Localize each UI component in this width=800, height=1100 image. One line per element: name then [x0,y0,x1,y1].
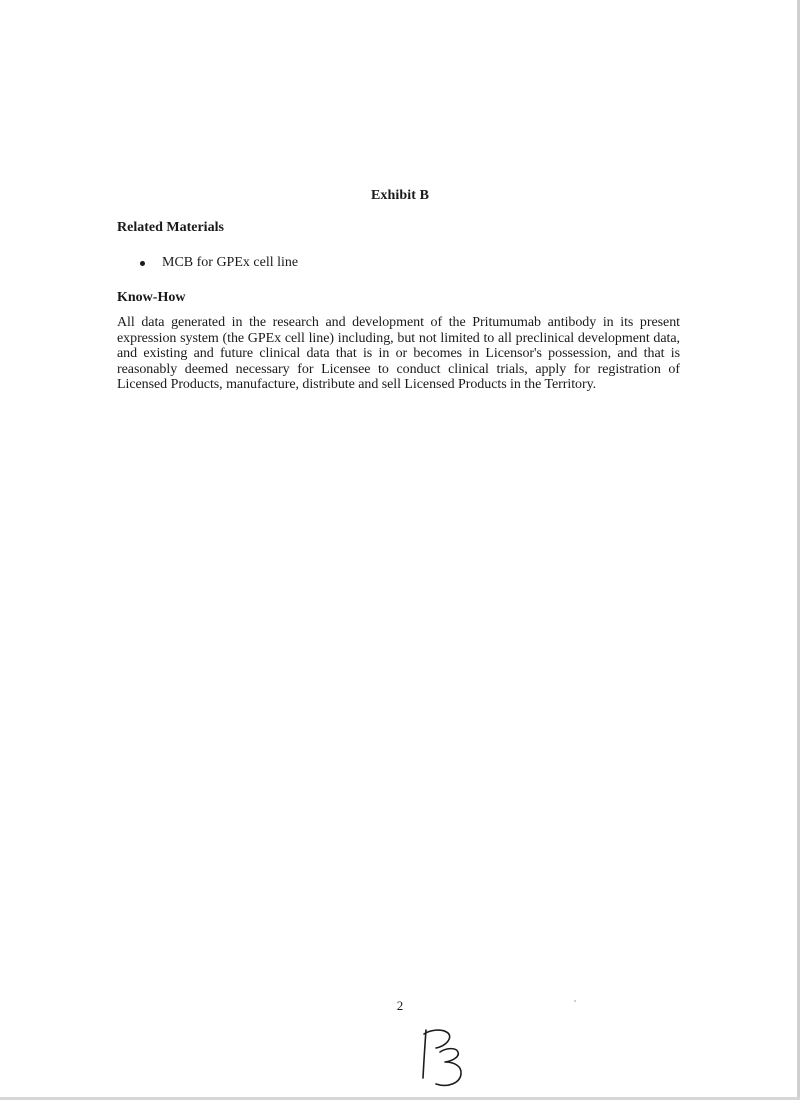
related-materials-heading: Related Materials [117,220,224,235]
scan-speck [574,1000,576,1002]
related-materials-list [140,255,298,271]
exhibit-title: Exhibit B [370,188,430,203]
page-number: 2 [396,998,404,1013]
initials-stroke-b [436,1049,461,1086]
list-item [140,255,298,271]
bullet-icon [140,261,145,266]
handwritten-initials-signature [412,1026,472,1092]
initials-stroke-p [423,1030,450,1078]
know-how-paragraph: All data generated in the research and development of the Pritumumab antibody in its present expression system (the GPEx cell line) including, but not limited to all preclinical development data, and existing and future clinical data that is in or becomes in Licensor's possession, and that is reasonably deemed necessary for Licensee to conduct clinical trials, apply for registration of Licensed Products, manufacture, distribute and sell Licensed Products in the Territory. [117,315,680,393]
know-how-heading: Know-How [117,290,186,305]
list-item-text: MCB for GPEx cell line [162,255,299,270]
